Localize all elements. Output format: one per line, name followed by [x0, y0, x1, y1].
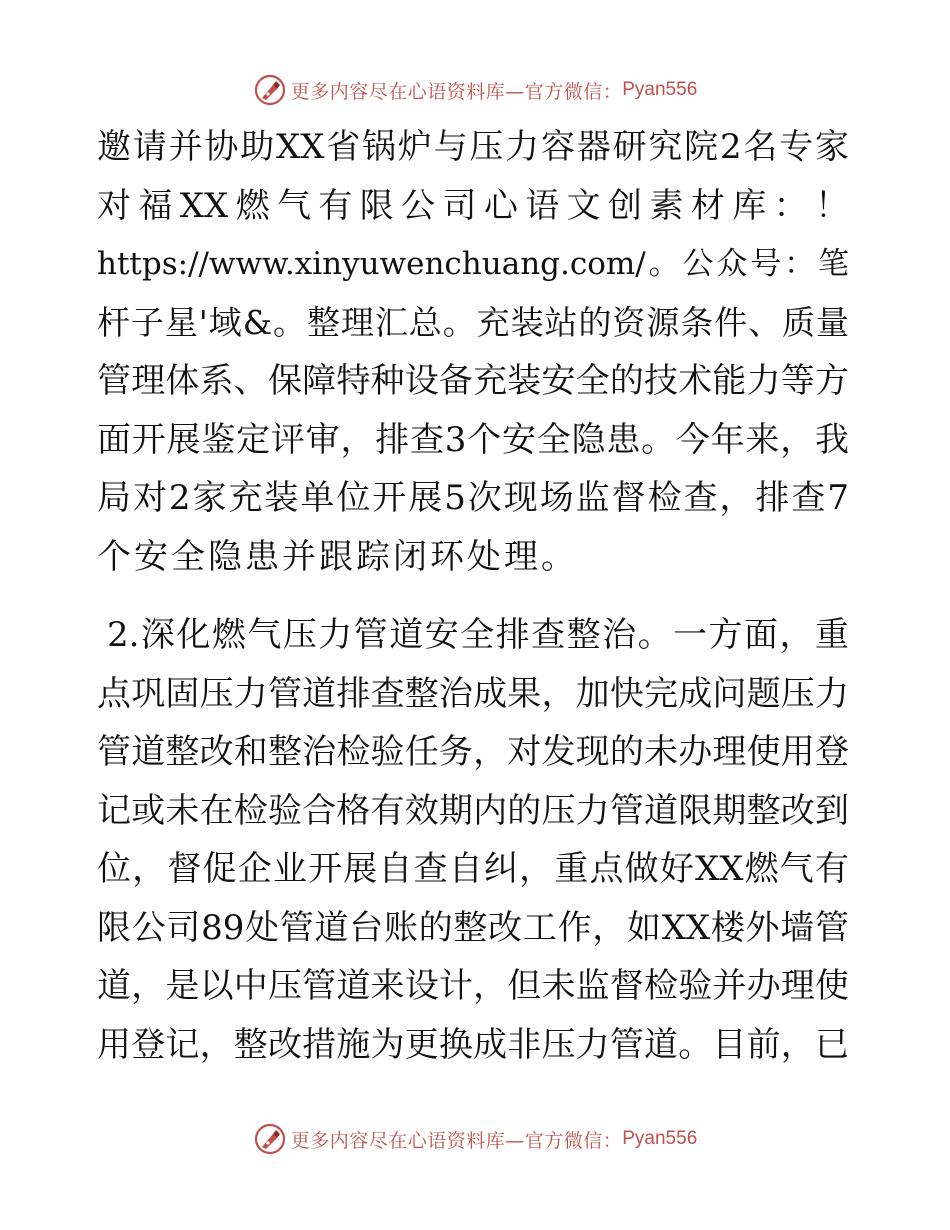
paragraph-gap	[97, 586, 849, 606]
text-line: 管道整改和整治检验任务，对发现的未办理使用登	[97, 732, 849, 772]
paragraph	[97, 606, 849, 1074]
watermark-wechat-id: Pyan556	[622, 1128, 698, 1149]
text-line: 道，是以中压管道来设计，但未监督检验并办理使	[97, 966, 849, 1006]
text-line: 个安全隐患并跟踪闭环处理。	[97, 536, 578, 577]
header-watermark	[0, 70, 950, 110]
text-line: 管理体系、保障特种设备充装安全的技术能力等方	[97, 361, 849, 401]
document-body	[97, 118, 849, 1074]
text-line: 点巩固压力管道排查整治成果，加快完成问题压力	[97, 673, 849, 714]
text-line: 面开展鉴定评审，排查3个安全隐患。今年来，我	[97, 419, 849, 460]
text-line: 限公司89处管道台账的整改工作，如XX楼外墙管	[97, 907, 849, 948]
footer-watermark	[0, 1119, 950, 1159]
text-line: 记或未在检验合格有效期内的压力管道限期整改到	[97, 790, 849, 831]
text-line: 局对2家充装单位开展5次现场监督检查，排查7	[97, 478, 849, 518]
watermark-text: 更多内容尽在心语资料库—官方微信：	[290, 1129, 623, 1152]
watermark-text: 更多内容尽在心语资料库—官方微信：	[290, 80, 623, 103]
text-line: 邀请并协助XX省锅炉与压力容器研究院2名专家	[97, 127, 849, 167]
pen-nib-logo-icon	[253, 73, 287, 107]
text-line: 用登记，整改措施为更换成非压力管道。目前，已	[97, 1024, 849, 1065]
text-line: 位，督促企业开展自查自纠，重点做好XX燃气有	[97, 849, 849, 889]
paragraph	[97, 118, 849, 586]
text-line: 对福XX燃气有限公司心语文创素材库：！	[97, 185, 849, 226]
pen-nib-logo-icon	[253, 1122, 287, 1156]
watermark-wechat-id: Pyan556	[622, 79, 698, 100]
text-line: https://www.xinyuwenchuang.com/。公众号：笔	[97, 246, 849, 282]
text-line: 杆子星'域&。整理汇总。充装站的资源条件、质量	[97, 302, 849, 342]
text-line: 2.深化燃气压力管道安全排查整治。一方面，重	[107, 615, 849, 655]
